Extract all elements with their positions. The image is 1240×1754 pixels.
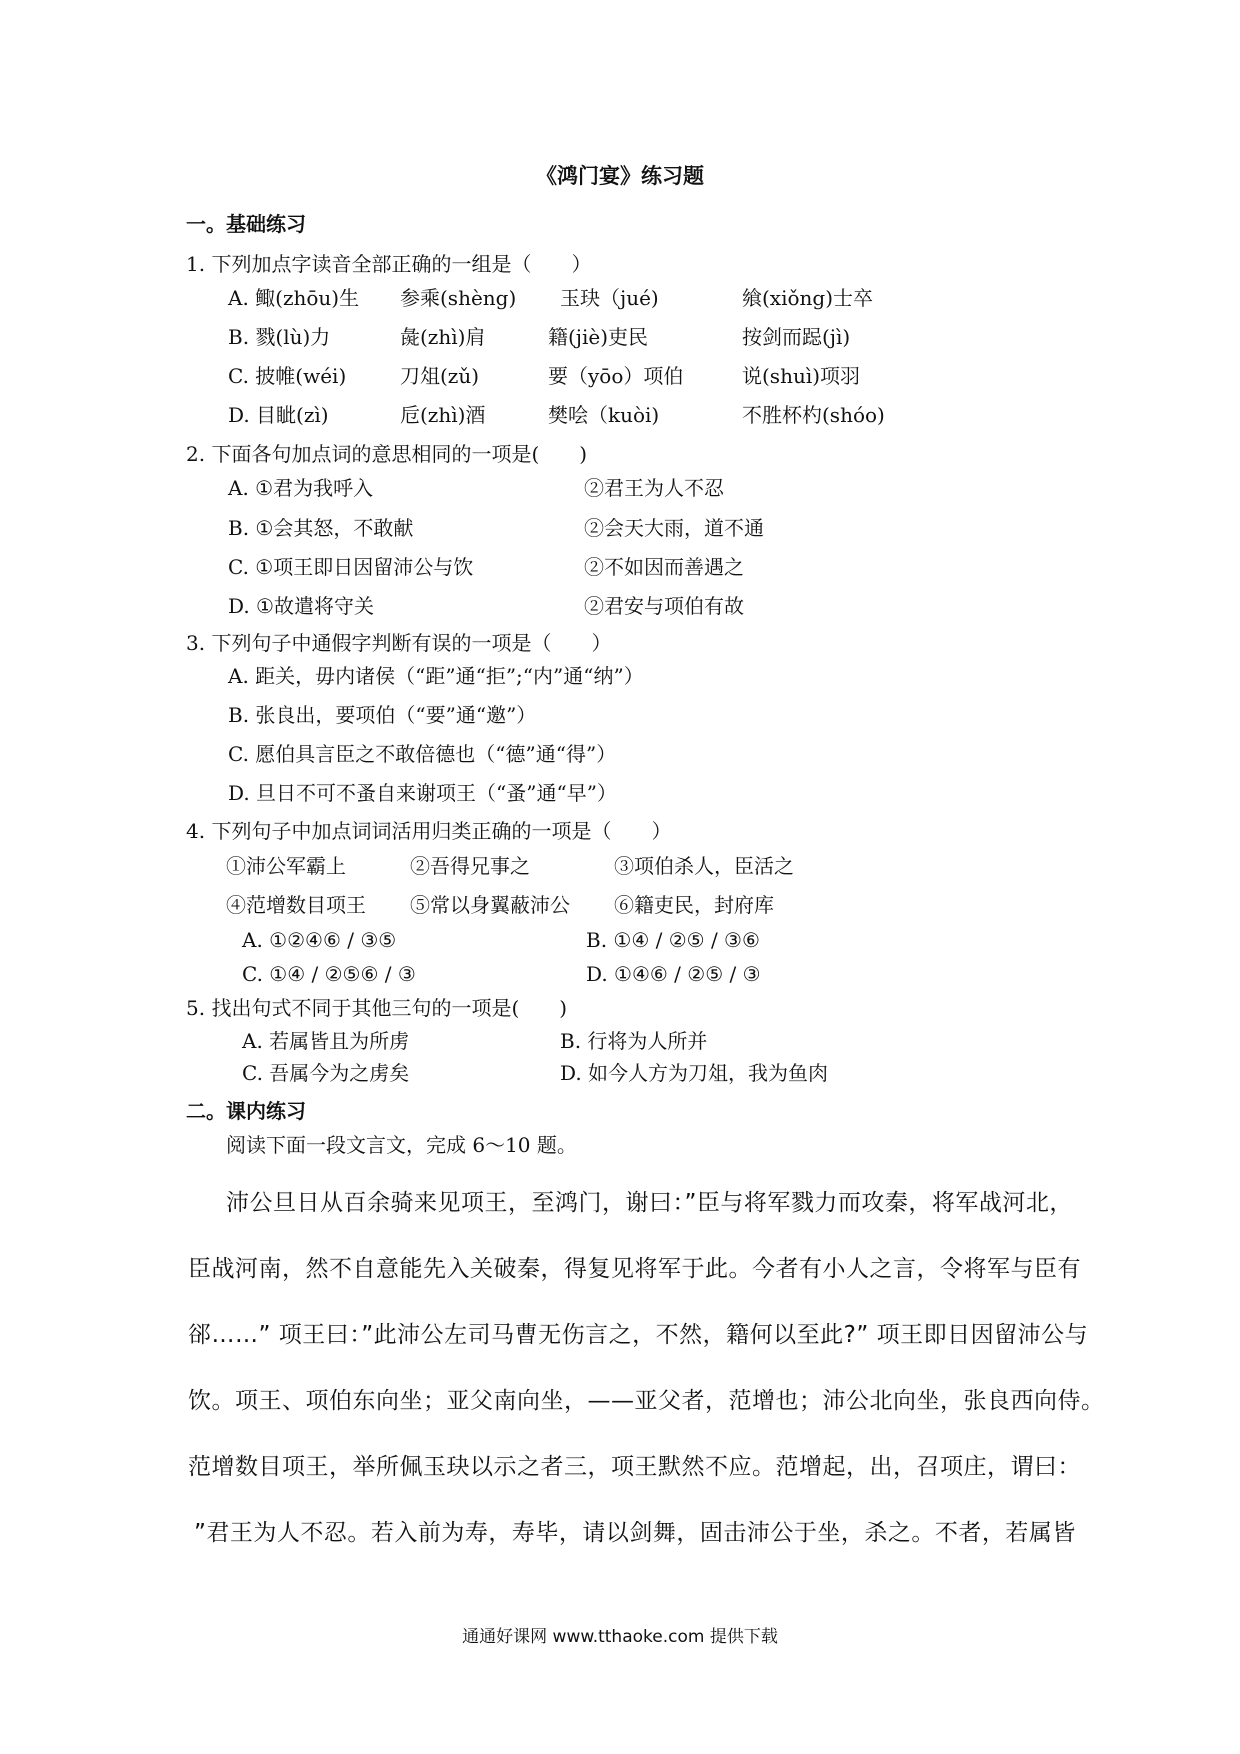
- q1-option-d-2: 卮(zhì)酒: [400, 403, 486, 427]
- q3-option-b: B. 张良出，要项伯（“要”通“邀”）: [228, 703, 537, 727]
- q1-option-a-1: A. 鲰(zhōu)生: [228, 286, 360, 310]
- q5-option-b: B. 行将为人所并: [560, 1029, 708, 1053]
- q2-option-c-2: ②不如因而善遇之: [584, 555, 744, 579]
- question-4-stem: 4. 下列句子中加点词词活用归类正确的一项是（ ）: [186, 819, 672, 843]
- q1-option-c-1: C. 披帷(wéi): [228, 364, 347, 388]
- q3-option-c: C. 愿伯具言臣之不敢倍德也（“德”通“得”）: [228, 742, 617, 766]
- question-5-stem: 5. 找出句式不同于其他三句的一项是( ): [186, 996, 568, 1020]
- section-heading-in-class: 二。课内练习: [186, 1099, 306, 1123]
- question-2-stem: 2. 下面各句加点词的意思相同的一项是( ): [186, 442, 588, 466]
- question-3-stem: 3. 下列句子中通假字判断有误的一项是（ ）: [186, 631, 612, 655]
- q4-option-c: C. ①④ / ②⑤⑥ / ③: [242, 962, 416, 986]
- q4-option-b: B. ①④ / ②⑤ / ③⑥: [586, 928, 760, 952]
- reading-instruction: 阅读下面一段文言文，完成 6～10 题。: [226, 1133, 577, 1157]
- q1-option-d-4: 不胜杯杓(shóo): [742, 403, 885, 427]
- q2-option-b-2: ②会天大雨，道不通: [584, 516, 764, 540]
- q1-option-c-2: 刀俎(zǔ): [400, 364, 480, 388]
- passage-line-5: 范增数目项王，举所佩玉玦以示之者三，项王默然不应。范增起，出，召项庄，谓曰：: [188, 1454, 1081, 1480]
- q2-option-a-1: A. ①君为我呼入: [228, 476, 374, 500]
- q2-option-b-1: B. ①会其怒，不敢献: [228, 516, 414, 540]
- q1-option-b-3: 籍(jiè)吏民: [548, 325, 649, 349]
- q4-option-d: D. ①④⑥ / ②⑤ / ③: [586, 962, 761, 986]
- passage-line-2: 臣战河南，然不自意能先入关破秦，得复见将军于此。今者有小人之言，令将军与臣有: [188, 1256, 1081, 1282]
- q2-option-c-1: C. ①项王即日因留沛公与饮: [228, 555, 474, 579]
- page-title: 《鸿门宴》练习题: [536, 164, 704, 188]
- passage-line-6: ”君王为人不忍。若入前为寿，寿毕，请以剑舞，固击沛公于坐，杀之。不者，若属皆: [194, 1520, 1076, 1546]
- passage-line-3: 郤……” 项王曰：”此沛公左司马曹无伤言之，不然，籍何以至此?” 项王即日因留沛公与: [188, 1322, 1089, 1348]
- q1-option-a-3: 玉玦（jué): [560, 286, 659, 310]
- q4-item-6: ⑥籍吏民，封府库: [614, 893, 774, 917]
- q4-item-2: ②吾得兄事之: [410, 854, 530, 878]
- q1-option-b-4: 按剑而跽(jì): [742, 325, 851, 349]
- q1-option-c-3: 要（yōo）项伯: [548, 364, 684, 388]
- passage-line-4: 饮。项王、项伯东向坐；亚父南向坐，——亚父者，范增也；沛公北向坐，张良西向侍。: [188, 1388, 1105, 1414]
- q1-option-a-2: 参乘(shèng): [400, 286, 517, 310]
- q1-option-d-1: D. 目眦(zì): [228, 403, 329, 427]
- q4-item-5: ⑤常以身翼蔽沛公: [410, 893, 570, 917]
- q5-option-d: D. 如今人方为刀俎，我为鱼肉: [560, 1061, 829, 1085]
- q1-option-b-1: B. 戮(lù)力: [228, 325, 331, 349]
- q3-option-a: A. 距关，毋内诸侯（“距”通“拒”;“内”通“纳”）: [228, 664, 644, 688]
- passage-line-1: 沛公旦日从百余骑来见项王，至鸿门，谢曰：”臣与将军戮力而攻秦，将军战河北，: [226, 1190, 1073, 1216]
- q1-option-c-4: 说(shuì)项羽: [742, 364, 861, 388]
- q1-option-b-2: 彘(zhì)肩: [400, 325, 486, 349]
- q5-option-c: C. 吾属今为之虏矣: [242, 1061, 410, 1085]
- page-footer: 通通好课网 www.tthaoke.com 提供下载: [462, 1627, 778, 1647]
- question-1-stem: 1. 下列加点字读音全部正确的一组是（ ）: [186, 252, 592, 276]
- q4-item-3: ③项伯杀人，臣活之: [614, 854, 794, 878]
- q5-option-a: A. 若属皆且为所虏: [242, 1029, 410, 1053]
- q4-option-a: A. ①②④⑥ / ③⑤: [242, 928, 397, 952]
- q3-option-d: D. 旦日不可不蚤自来谢项王（“蚤”通“早”）: [228, 781, 617, 805]
- q2-option-a-2: ②君王为人不忍: [584, 476, 724, 500]
- q1-option-a-4: 飨(xiǒng)士卒: [742, 286, 874, 310]
- q4-item-4: ④范增数目项王: [226, 893, 366, 917]
- q2-option-d-1: D. ①故遣将守关: [228, 594, 374, 618]
- q4-item-1: ①沛公军霸上: [226, 854, 346, 878]
- q1-option-d-3: 樊哙（kuòi): [548, 403, 660, 427]
- section-heading-basic: 一。基础练习: [186, 212, 306, 236]
- q2-option-d-2: ②君安与项伯有故: [584, 594, 744, 618]
